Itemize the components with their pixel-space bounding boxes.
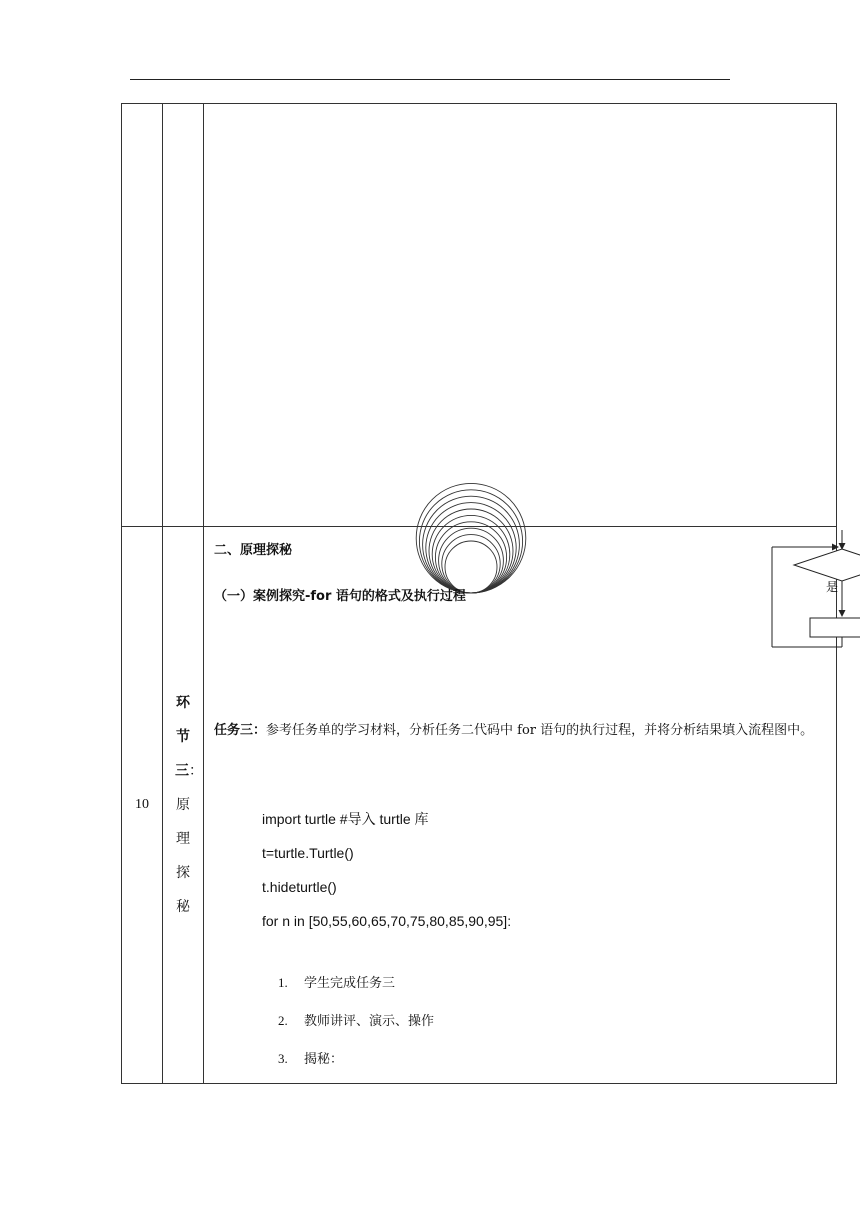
stage-char: 秘: [176, 899, 190, 916]
lesson-table: [121, 103, 837, 1084]
task3-label: 任务三：: [214, 723, 267, 739]
section-title: 二、原理探秘: [214, 543, 293, 559]
flow-yes-label: 是: [826, 580, 839, 595]
stage-label: [163, 527, 204, 1084]
principle-content-cell: [204, 527, 837, 1084]
table-row-principle: [122, 527, 837, 1084]
stage-char: 环: [176, 695, 190, 712]
stage-colon: ：: [189, 763, 203, 780]
stage-char: 节: [176, 729, 190, 746]
task3-text: 参考任务单的学习材料，分析任务二代码中 for 语句的执行过程，并将分析结果填入流程图中。: [266, 723, 814, 739]
step-text: 教师讲评、演示、操作: [304, 1014, 435, 1030]
list-item: [278, 971, 434, 1009]
turtle-output-cell: [204, 104, 837, 527]
step-list: [278, 971, 434, 1085]
task3-paragraph: [214, 719, 829, 743]
stage-char: 三: [175, 763, 189, 780]
step-text: 学生完成任务三: [304, 976, 396, 992]
code-line: import turtle #导入 turtle 库: [262, 811, 429, 828]
step-text: 揭秘：: [304, 1052, 344, 1068]
header-rule: [130, 79, 730, 80]
stage-char: 理: [176, 831, 190, 848]
flow-loop-body-box: [810, 618, 860, 637]
row-number-cell-empty: [122, 104, 163, 527]
flow-decision-diamond: [794, 549, 860, 581]
stage-cell-empty: [163, 104, 204, 527]
stage-char: 原: [176, 797, 190, 814]
step-number: 1.: [278, 975, 288, 991]
list-item: [278, 1047, 434, 1085]
code-line: for n in [50,55,60,65,70,75,80,85,90,95]:: [262, 913, 512, 930]
step-number: 2.: [278, 1013, 288, 1029]
subsection-title: （一）案例探究-for 语句的格式及执行过程: [214, 589, 466, 605]
code-block: [262, 807, 662, 930]
stage-char: 探: [176, 865, 190, 882]
step-number: 3.: [278, 1051, 288, 1067]
for-loop-flowchart: [564, 527, 839, 657]
code-line: t=turtle.Turtle(): [262, 845, 354, 862]
table-row-drawing: [122, 104, 837, 527]
list-item: [278, 1009, 434, 1047]
code-line: t.hideturtle(): [262, 879, 337, 896]
row-number: 10: [122, 527, 163, 1084]
